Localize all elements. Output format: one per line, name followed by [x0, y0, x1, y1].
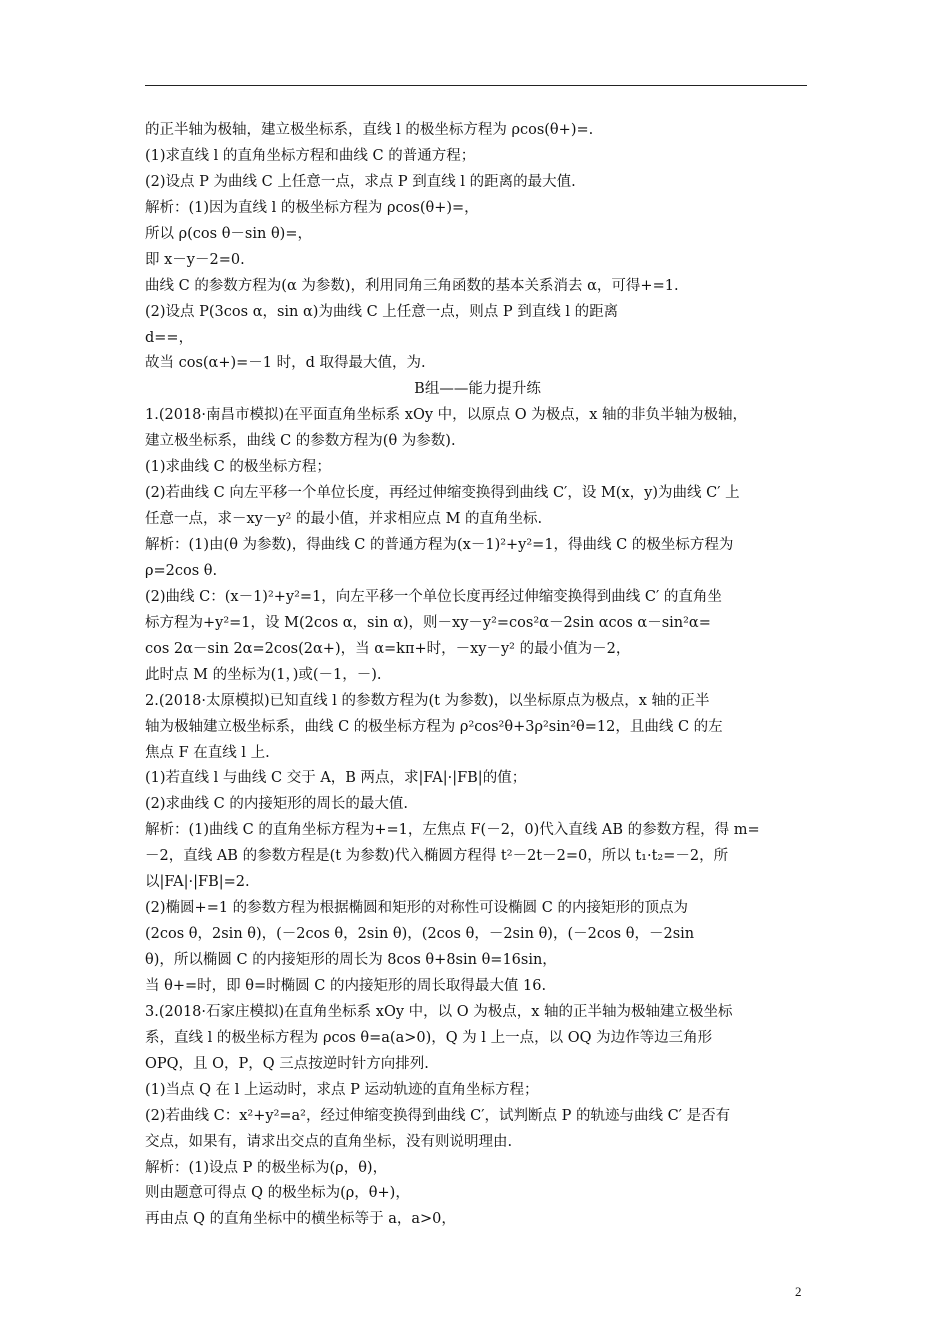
page-number: 2 [795, 1284, 802, 1299]
text-line: (2)椭圆+=1 的参数方程为根据椭圆和矩形的对称性可设椭圆 C 的内接矩形的顶点为 [145, 900, 688, 917]
text-line: 建立极坐标系，曲线 C 的参数方程为(θ 为参数). [145, 433, 456, 450]
text-line: 曲线 C 的参数方程为(α 为参数)，利用同角三角函数的基本关系消去 α，可得+=1. [145, 277, 679, 294]
text-line: 焦点 F 在直线 l 上. [145, 744, 270, 761]
text-line: (2)求曲线 C 的内接矩形的周长的最大值. [145, 796, 408, 813]
text-line: 则由题意可得点 Q 的极坐标为(ρ，θ+)， [145, 1185, 410, 1202]
text-line: 即 x－y－2=0. [145, 251, 245, 268]
text-line: 此时点 M 的坐标为(1，)或(－1，－). [145, 666, 382, 683]
text-line: ρ=2cos θ. [145, 562, 218, 579]
text-line: (2)设点 P 为曲线 C 上任意一点，求点 P 到直线 l 的距离的最大值. [145, 173, 576, 190]
text-line: d==， [145, 329, 194, 346]
text-line: 当 θ+=时，即 θ=时椭圆 C 的内接矩形的周长取得最大值 16. [145, 977, 547, 994]
text-line: 交点，如果有，请求出交点的直角坐标，没有则说明理由. [145, 1133, 513, 1150]
text-line: 1.(2018·南昌市模拟)在平面直角坐标系 xOy 中，以原点 O 为极点，x 轴的非负半轴为极轴， [145, 407, 748, 424]
text-line: 解析：(1)曲线 C 的直角坐标方程为+=1，左焦点 F(－2，0)代入直线 AB 的参数方程，得 m= [145, 822, 760, 839]
document-body [145, 118, 810, 1233]
text-line: (1)当点 Q 在 l 上运动时，求点 P 运动轨迹的直角坐标方程； [145, 1081, 539, 1098]
text-line: 2.(2018·太原模拟)已知直线 l 的参数方程为(t 为参数)，以坐标原点为极点，x 轴的正半 [145, 692, 710, 709]
text-line: 故当 cos(α+)=－1 时，d 取得最大值，为. [145, 355, 426, 372]
text-line: (1)求直线 l 的直角坐标方程和曲线 C 的普通方程； [145, 147, 476, 164]
text-line: (1)求曲线 C 的极坐标方程； [145, 459, 331, 476]
text-line: 标方程为+y²=1，设 M(2cos α，sin α)，则－xy－y²=cos²α－2sin αcos α－sin²α= [145, 614, 711, 631]
text-line: 所以 ρ(cos θ－sin θ)=， [145, 225, 312, 242]
text-line: 任意一点，求－xy－y² 的最小值，并求相应点 M 的直角坐标. [145, 511, 543, 528]
text-line: 再由点 Q 的直角坐标中的横坐标等于 a，a>0， [145, 1211, 456, 1228]
text-line: (1)若直线 l 与曲线 C 交于 A，B 两点，求|FA|·|FB|的值； [145, 770, 527, 787]
text-line: (2)若曲线 C 向左平移一个单位长度，再经过伸缩变换得到曲线 C′，设 M(x，y)为曲线 C′ 上 [145, 485, 740, 502]
header-rule [145, 85, 807, 86]
text-line: 3.(2018·石家庄模拟)在直角坐标系 xOy 中，以 O 为极点，x 轴的正半轴为极轴建立极坐标 [145, 1003, 733, 1020]
text-line: 以|FA|·|FB|=2. [145, 874, 250, 891]
text-line: 解析：(1)由(θ 为参数)，得曲线 C 的普通方程为(x－1)²+y²=1，得曲线 C 的极坐标方程为 [145, 537, 734, 553]
text-line: 系，直线 l 的极坐标方程为 ρcos θ=a(a>0)，Q 为 l 上一点，以 OQ 为边作等边三角形 [145, 1029, 713, 1046]
text-line: 的正半轴为极轴，建立极坐标系，直线 l 的极坐标方程为 ρcos(θ+)=. [145, 122, 594, 138]
text-line: (2cos θ，2sin θ)，(－2cos θ，2sin θ)，(2cos θ，－2sin θ)，(－2cos θ，－2sin [145, 926, 695, 943]
text-line: (2)若曲线 C：x²+y²=a²，经过伸缩变换得到曲线 C′，试判断点 P 的轨迹与曲线 C′ 是否有 [145, 1107, 731, 1124]
section-heading: B组——能力提升练 [414, 381, 541, 398]
text-line: 解析：(1)设点 P 的极坐标为(ρ，θ)， [145, 1159, 388, 1176]
text-line: (2)设点 P(3cos α，sin α)为曲线 C 上任意一点，则点 P 到直线 l 的距离 [145, 303, 619, 320]
text-line: －2，直线 AB 的参数方程是(t 为参数)代入椭圆方程得 t²－2t－2=0，所以 t₁·t₂=－2，所 [145, 848, 729, 865]
text-line: 解析：(1)因为直线 l 的极坐标方程为 ρcos(θ+)=， [145, 199, 479, 216]
text-line: θ)，所以椭圆 C 的内接矩形的周长为 8cos θ+8sin θ=16sin， [145, 952, 557, 968]
text-line: 轴为极轴建立极坐标系，曲线 C 的极坐标方程为 ρ²cos²θ+3ρ²sin²θ=12，且曲线 C 的左 [145, 718, 723, 735]
text-line: OPQ，且 O，P，Q 三点按逆时针方向排列. [145, 1055, 429, 1072]
text-line: (2)曲线 C：(x－1)²+y²=1，向左平移一个单位长度再经过伸缩变换得到曲线 C′ 的直角坐 [145, 588, 722, 605]
text-line: cos 2α－sin 2α=2cos(2α+)，当 α=kπ+时，－xy－y² 的最小值为－2， [145, 640, 631, 657]
